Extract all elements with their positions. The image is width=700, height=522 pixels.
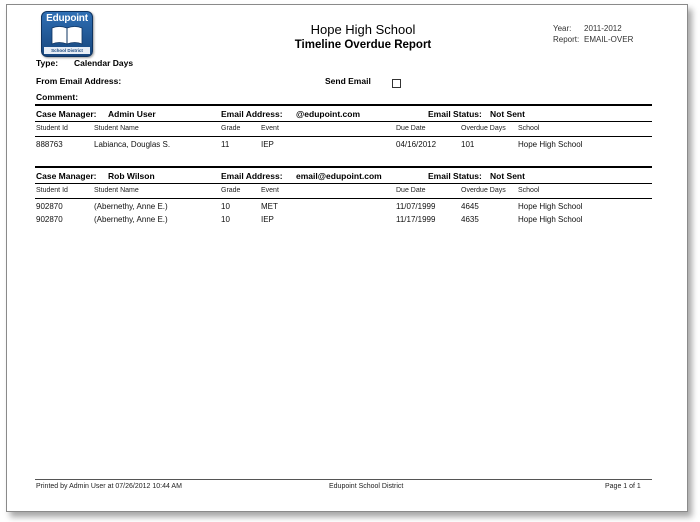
send-email-checkbox[interactable] xyxy=(392,79,401,88)
cell-overdue-days: 4635 xyxy=(461,215,479,224)
cell-grade: 10 xyxy=(221,215,230,224)
report-code-value: EMAIL-OVER xyxy=(584,35,634,44)
report-title: Timeline Overdue Report xyxy=(294,39,432,51)
cell-due-date: 11/17/1999 xyxy=(396,215,436,224)
col-overdue-days: Overdue Days xyxy=(461,125,506,132)
year-label: Year: xyxy=(553,24,572,33)
cell-student-name: (Abernethy, Anne E.) xyxy=(94,202,168,211)
col-due-date: Due Date xyxy=(396,187,426,194)
cell-due-date: 04/16/2012 xyxy=(396,140,437,149)
cell-student-id: 902870 xyxy=(36,215,63,224)
cell-event: MET xyxy=(261,202,278,211)
cell-school: Hope High School xyxy=(518,202,583,211)
email-status-value: Not Sent xyxy=(490,109,525,119)
col-event: Event xyxy=(261,187,279,194)
logo-title: Edupoint xyxy=(46,13,88,24)
type-value: Calendar Days xyxy=(74,58,134,68)
email-address-value: @edupoint.com xyxy=(296,109,361,119)
section-divider xyxy=(35,104,652,106)
cell-event: IEP xyxy=(261,215,274,224)
email-status-value: Not Sent xyxy=(490,171,525,181)
cell-school: Hope High School xyxy=(518,215,583,224)
cell-student-name: Labianca, Douglas S. xyxy=(94,140,171,149)
section-divider xyxy=(35,166,652,168)
cell-overdue-days: 101 xyxy=(461,140,475,149)
col-overdue-days: Overdue Days xyxy=(461,187,506,194)
report-code-label: Report: xyxy=(553,35,580,44)
cell-student-name: (Abernethy, Anne E.) xyxy=(94,215,168,224)
cell-student-id: 888763 xyxy=(36,140,63,149)
column-divider xyxy=(35,198,652,199)
col-grade: Grade xyxy=(221,187,241,194)
type-label: Type: xyxy=(36,58,59,68)
col-school: School xyxy=(518,187,540,194)
email-address-label: Email Address: xyxy=(221,171,283,181)
case-manager-name: Rob Wilson xyxy=(108,171,155,181)
edupoint-logo xyxy=(41,11,93,57)
report-page xyxy=(6,4,688,512)
case-manager-label: Case Manager: xyxy=(36,109,97,119)
year-value: 2011-2012 xyxy=(584,24,622,33)
col-student-id: Student Id xyxy=(36,125,68,132)
col-student-name: Student Name xyxy=(94,125,139,132)
page-number: Page 1 of 1 xyxy=(605,483,641,490)
col-grade: Grade xyxy=(221,125,241,132)
email-address-label: Email Address: xyxy=(221,109,283,119)
cell-grade: 11 xyxy=(221,140,230,149)
email-status-label: Email Status: xyxy=(428,109,482,119)
cell-school: Hope High School xyxy=(518,140,583,149)
footer-divider xyxy=(35,479,652,480)
printed-by: Printed by Admin User at 07/26/2012 10:44 AM xyxy=(36,483,182,490)
cell-student-id: 902870 xyxy=(36,202,63,211)
col-student-id: Student Id xyxy=(36,187,68,194)
header-divider xyxy=(35,183,652,184)
logo-subtitle: School District xyxy=(44,47,90,54)
col-event: Event xyxy=(261,125,279,132)
case-manager-label: Case Manager: xyxy=(36,171,97,181)
district-name: Edupoint School District xyxy=(329,483,404,490)
cell-overdue-days: 4645 xyxy=(461,202,479,211)
school-name: Hope High School xyxy=(310,22,416,37)
cell-event: IEP xyxy=(261,140,274,149)
comment-label: Comment: xyxy=(36,92,79,102)
from-email-label: From Email Address: xyxy=(36,76,122,86)
col-school: School xyxy=(518,125,540,132)
header-divider xyxy=(35,121,652,122)
column-divider xyxy=(35,136,652,137)
col-due-date: Due Date xyxy=(396,125,426,132)
send-email-label: Send Email xyxy=(325,76,371,86)
email-address-value: email@edupoint.com xyxy=(296,171,382,181)
cell-grade: 10 xyxy=(221,202,230,211)
cell-due-date: 11/07/1999 xyxy=(396,202,436,211)
email-status-label: Email Status: xyxy=(428,171,482,181)
book-icon xyxy=(51,25,83,45)
case-manager-name: Admin User xyxy=(108,109,156,119)
col-student-name: Student Name xyxy=(94,187,139,194)
